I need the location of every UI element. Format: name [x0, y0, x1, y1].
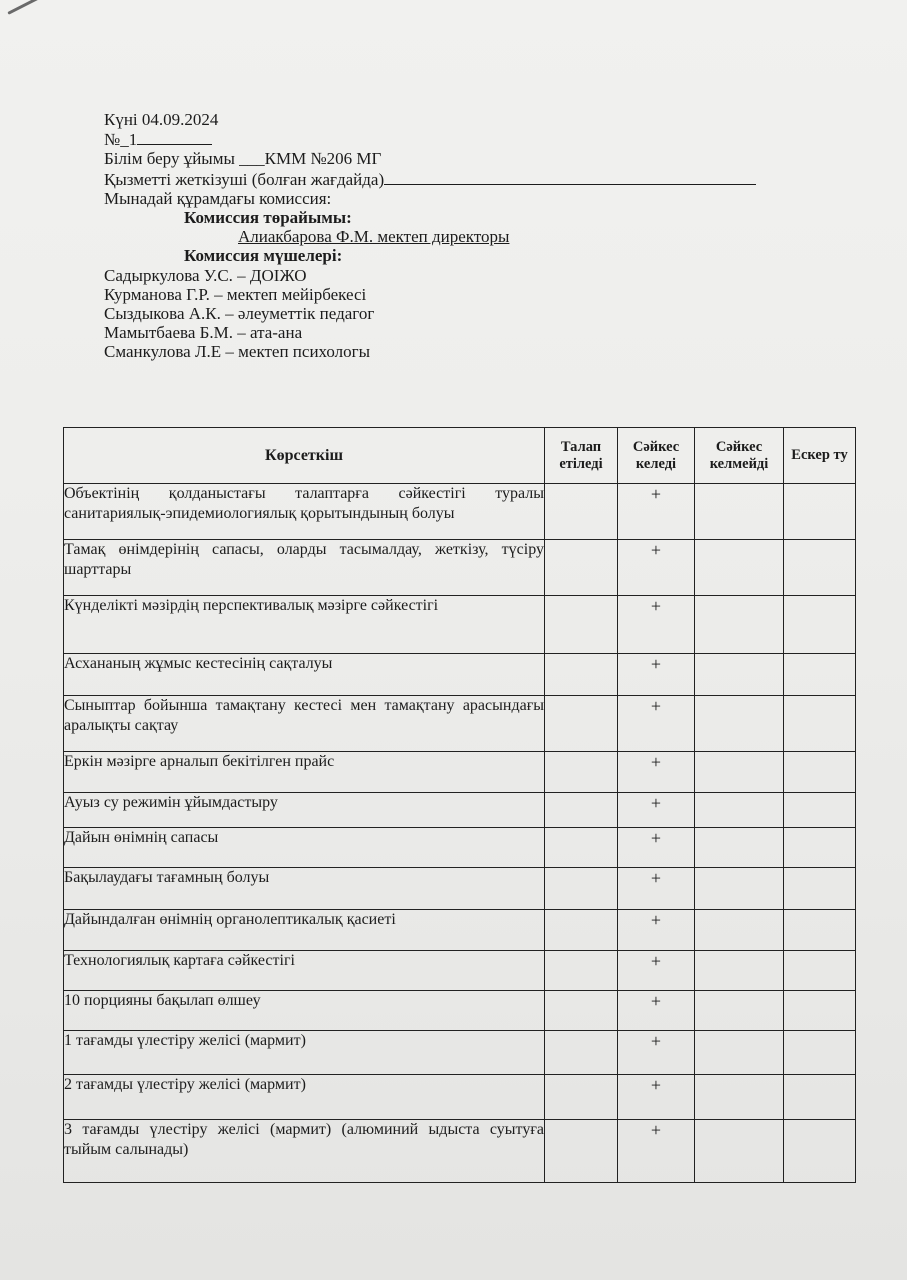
- complies-cell: +: [618, 991, 695, 1031]
- commission-intro: Мынадай құрамдағы комиссия:: [104, 188, 332, 208]
- table-row: [64, 596, 856, 654]
- not-complies-cell: [695, 696, 784, 752]
- indicator-cell: Сыныптар бойынша тамақтану кестесі мен тамақтану арасындағы аралықты сақтау: [64, 696, 545, 752]
- table-row: [64, 1031, 856, 1075]
- not-complies-cell: [695, 752, 784, 793]
- note-cell: [784, 828, 856, 868]
- inspection-checklist-table: [63, 427, 856, 1183]
- complies-cell: +: [618, 696, 695, 752]
- not-complies-cell: [695, 868, 784, 910]
- table-row: [64, 752, 856, 793]
- required-cell: [545, 868, 618, 910]
- indicator-cell: 3 тағамды үлестіру желісі (мармит) (алюминий ыдыста суытуға тыйым салынады): [64, 1120, 545, 1183]
- complies-cell: +: [618, 752, 695, 793]
- complies-cell: +: [618, 868, 695, 910]
- indicator-cell: 2 тағамды үлестіру желісі (мармит): [64, 1075, 545, 1120]
- table-header-row: [64, 428, 856, 484]
- not-complies-cell: [695, 828, 784, 868]
- provider-label: Қызметті жеткізуші (болған жағдайда): [104, 169, 385, 189]
- not-complies-cell: [695, 910, 784, 951]
- table-row: [64, 793, 856, 828]
- indicator-cell: 1 тағамды үлестіру желісі (мармит): [64, 1031, 545, 1075]
- table-row: [64, 910, 856, 951]
- complies-cell: +: [618, 1120, 695, 1183]
- not-complies-cell: [695, 1075, 784, 1120]
- indicator-cell: Дайын өнімнің сапасы: [64, 828, 545, 868]
- table-row: [64, 1120, 856, 1183]
- note-cell: [784, 1075, 856, 1120]
- complies-cell: +: [618, 484, 695, 540]
- required-cell: [545, 540, 618, 596]
- table-row: [64, 828, 856, 868]
- provider-line: [104, 169, 756, 189]
- note-cell: [784, 1120, 856, 1183]
- indicator-cell: Объектінің қолданыстағы талаптарға сәйкестігі туралы санитариялық-эпидемиологиялық қорытындының болуы: [64, 484, 545, 540]
- table-row: [64, 540, 856, 596]
- indicator-cell: Еркін мәзірге арналып бекітілген прайс: [64, 752, 545, 793]
- required-cell: [545, 1120, 618, 1183]
- complies-cell: +: [618, 951, 695, 991]
- not-complies-cell: [695, 596, 784, 654]
- note-cell: [784, 696, 856, 752]
- indicator-cell: Технологиялық картаға сәйкестігі: [64, 951, 545, 991]
- complies-cell: +: [618, 654, 695, 696]
- table-row: [64, 951, 856, 991]
- required-cell: [545, 793, 618, 828]
- note-cell: [784, 991, 856, 1031]
- number-line: [104, 129, 756, 149]
- column-header-required: Талап етіледі: [545, 428, 618, 484]
- required-cell: [545, 828, 618, 868]
- not-complies-cell: [695, 1031, 784, 1075]
- member-item: Садыркулова У.С. – ДОІЖО: [104, 265, 307, 285]
- note-cell: [784, 1031, 856, 1075]
- required-cell: [545, 910, 618, 951]
- not-complies-cell: [695, 951, 784, 991]
- required-cell: [545, 1075, 618, 1120]
- complies-cell: +: [618, 910, 695, 951]
- chair-name: Алиакбарова Ф.М. мектеп директоры: [238, 227, 510, 247]
- column-header-indicator: Көрсеткіш: [64, 428, 545, 484]
- table-row: [64, 484, 856, 540]
- required-cell: [545, 752, 618, 793]
- indicator-cell: 10 порцияны бақылап өлшеу: [64, 991, 545, 1031]
- indicator-cell: Дайындалған өнімнің органолептикалық қасиеті: [64, 910, 545, 951]
- note-cell: [784, 951, 856, 991]
- not-complies-cell: [695, 484, 784, 540]
- column-header-note: Ескер ту: [784, 428, 856, 484]
- required-cell: [545, 654, 618, 696]
- table-row: [64, 696, 856, 752]
- not-complies-cell: [695, 793, 784, 828]
- table-row: [64, 991, 856, 1031]
- required-cell: [545, 951, 618, 991]
- required-cell: [545, 696, 618, 752]
- member-item: Сманкулова Л.Е – мектеп психологы: [104, 342, 371, 362]
- indicator-cell: Күнделікті мәзірдің перспективалық мәзірге сәйкестігі: [64, 596, 545, 654]
- pen-stroke-mark: [7, 0, 58, 15]
- note-cell: [784, 752, 856, 793]
- column-header-complies: Сәйкес келеді: [618, 428, 695, 484]
- table-row: [64, 868, 856, 910]
- indicator-cell: Ауыз су режимін ұйымдастыру: [64, 793, 545, 828]
- table-row: [64, 654, 856, 696]
- required-cell: [545, 1031, 618, 1075]
- note-cell: [784, 540, 856, 596]
- not-complies-cell: [695, 991, 784, 1031]
- document-header: [104, 110, 756, 362]
- member-item: Курманова Г.Р. – мектеп мейірбекесі: [104, 284, 367, 304]
- indicator-cell: Бақылаудағы тағамның болуы: [64, 868, 545, 910]
- complies-cell: +: [618, 1031, 695, 1075]
- note-cell: [784, 484, 856, 540]
- required-cell: [545, 484, 618, 540]
- provider-blank: [384, 169, 756, 185]
- not-complies-cell: [695, 654, 784, 696]
- number-label: №_1: [104, 130, 138, 150]
- complies-cell: +: [618, 793, 695, 828]
- not-complies-cell: [695, 540, 784, 596]
- member-list: [104, 266, 756, 362]
- complies-cell: +: [618, 828, 695, 868]
- column-header-not-complies: Сәйкес келмейді: [695, 428, 784, 484]
- number-blank: [137, 129, 212, 145]
- organization-line: Білім беру ұйымы ___КММ №206 МГ: [104, 149, 382, 169]
- required-cell: [545, 991, 618, 1031]
- members-title: Комиссия мүшелері:: [184, 246, 343, 266]
- table-row: [64, 1075, 856, 1120]
- note-cell: [784, 654, 856, 696]
- date-line: Күні 04.09.2024: [104, 110, 219, 129]
- required-cell: [545, 596, 618, 654]
- indicator-cell: Асхананың жұмыс кестесінің сақталуы: [64, 654, 545, 696]
- chair-title: Комиссия төрайымы:: [184, 208, 352, 228]
- not-complies-cell: [695, 1120, 784, 1183]
- note-cell: [784, 868, 856, 910]
- note-cell: [784, 910, 856, 951]
- note-cell: [784, 793, 856, 828]
- complies-cell: +: [618, 1075, 695, 1120]
- indicator-cell: Тамақ өнімдерінің сапасы, оларды тасымалдау, жеткізу, түсіру шарттары: [64, 540, 545, 596]
- complies-cell: +: [618, 596, 695, 654]
- member-item: Мамытбаева Б.М. – ата-ана: [104, 323, 303, 343]
- member-item: Сыздыкова А.К. – әлеуметтік педагог: [104, 304, 375, 324]
- complies-cell: +: [618, 540, 695, 596]
- note-cell: [784, 596, 856, 654]
